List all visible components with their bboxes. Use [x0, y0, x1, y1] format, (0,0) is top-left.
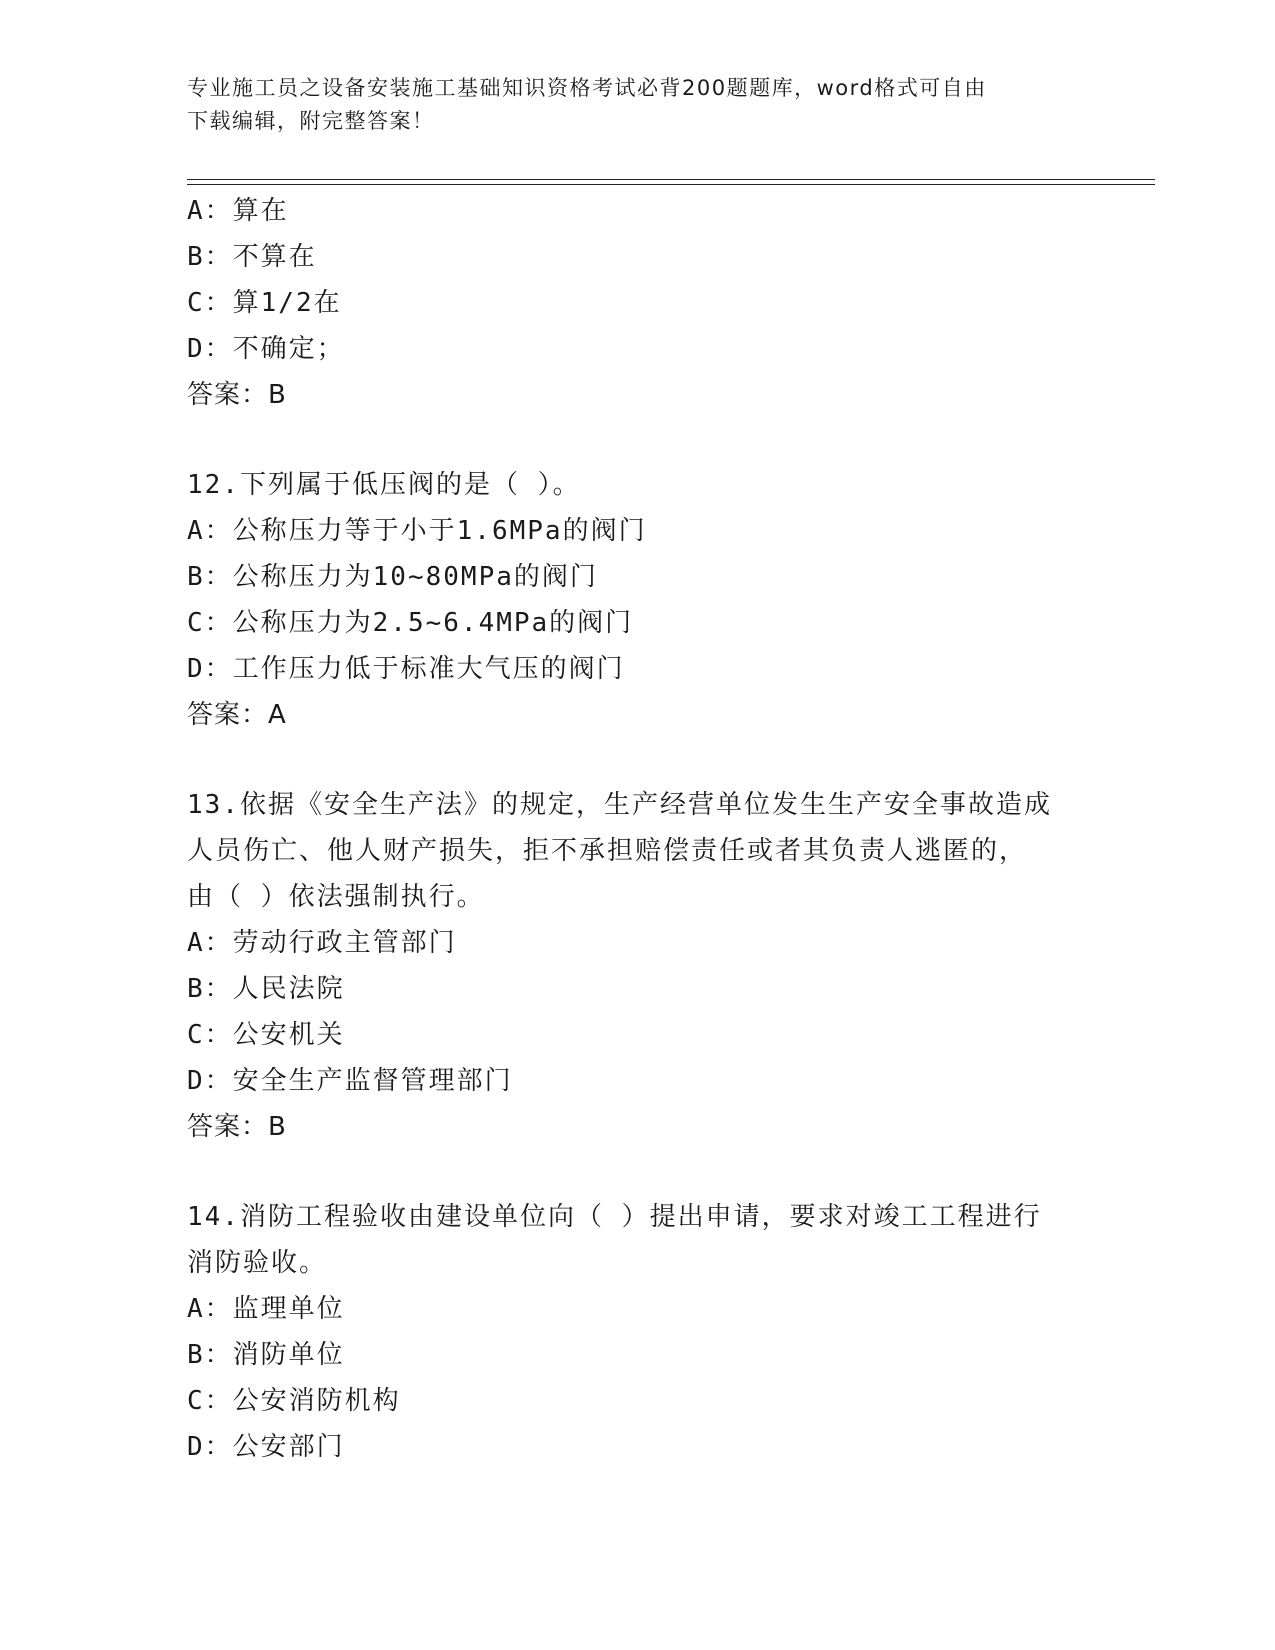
option-c: C：公称压力为2.5~6.4MPa的阀门 — [187, 608, 634, 638]
answer-line: 答案：A — [187, 700, 287, 730]
option-b: B：人民法院 — [187, 974, 345, 1004]
question-stem: 14.消防工程验收由建设单位向（ ）提出申请，要求对竣工工程进行 — [187, 1202, 1042, 1232]
question-stem: 人员伤亡、他人财产损失，拒不承担赔偿责任或者其负责人逃匿的， — [187, 836, 1028, 866]
option-d: D：安全生产监督管理部门 — [187, 1066, 513, 1096]
option-d: D：工作压力低于标准大气压的阀门 — [187, 654, 625, 684]
answer-line: 答案：B — [187, 1112, 287, 1142]
option-a: A：监理单位 — [187, 1294, 345, 1324]
option-a: A：算在 — [187, 196, 289, 226]
option-a: A：劳动行政主管部门 — [187, 928, 457, 958]
option-c: C：公安消防机构 — [187, 1386, 401, 1416]
question-stem: 消防验收。 — [187, 1248, 328, 1278]
option-b: B：公称压力为10~80MPa的阀门 — [187, 562, 598, 592]
header-divider-top — [187, 179, 1155, 180]
option-c: C：公安机关 — [187, 1020, 345, 1050]
option-d: D：公安部门 — [187, 1432, 345, 1462]
header-line-1: 专业施工员之设备安装施工基础知识资格考试必背200题题库，word格式可自由 — [187, 76, 987, 100]
question-stem: 由（ ）依法强制执行。 — [187, 882, 485, 912]
question-stem: 12.下列属于低压阀的是（ ）。 — [187, 470, 581, 500]
answer-line: 答案：B — [187, 380, 287, 410]
header-divider-bottom — [187, 184, 1155, 185]
option-b: B：不算在 — [187, 242, 317, 272]
question-stem: 13.依据《安全生产法》的规定，生产经营单位发生生产安全事故造成 — [187, 790, 1052, 820]
option-b: B：消防单位 — [187, 1340, 345, 1370]
question-list — [187, 188, 1087, 1470]
question-12 — [187, 462, 1087, 738]
option-c: C：算1/2在 — [187, 288, 342, 318]
option-a: A：公称压力等于小于1.6MPa的阀门 — [187, 516, 647, 546]
question-14 — [187, 1194, 1087, 1470]
question-11 — [187, 188, 1087, 418]
header-line-2: 下载编辑，附完整答案！ — [187, 109, 435, 133]
option-d: D：不确定； — [187, 334, 345, 364]
question-13 — [187, 782, 1087, 1150]
page-header — [187, 72, 1067, 138]
